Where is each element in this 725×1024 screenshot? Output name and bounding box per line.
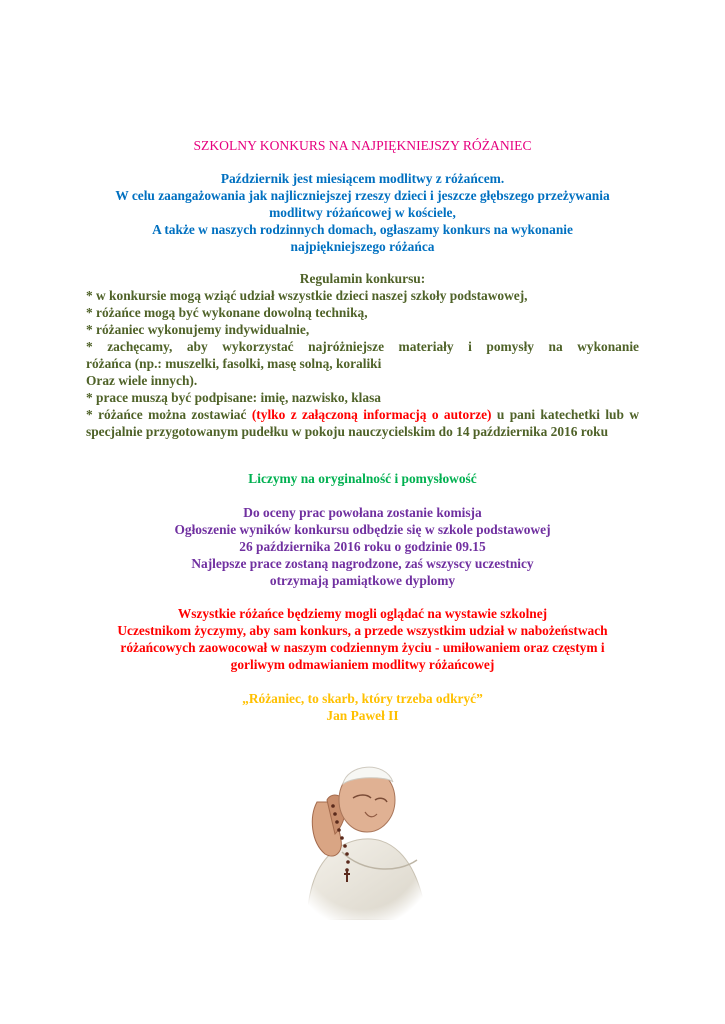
intro-section <box>86 170 639 255</box>
intro-line: Październik jest miesiącem modlitwy z różańcem. <box>220 171 505 186</box>
jury-line: Najlepsze prace zostaną nagrodzone, zaś wszyscy uczestnicy <box>191 556 534 571</box>
intro-line: W celu zaangażowania jak najliczniejszej rzeszy dzieci i jeszcze głębszego przeżywania <box>115 188 610 203</box>
rule-item: * zachęcamy, aby wykorzystać najróżniejsze materiały i pomysły na wykonanie <box>86 339 639 354</box>
rule-item-text: * różańce można zostawiać <box>86 407 252 422</box>
jury-line: 26 października 2016 roku o godzinie 09.15 <box>239 539 486 554</box>
quote-text: „Różaniec, to skarb, który trzeba odkryć” <box>242 691 483 706</box>
intro-line: modlitwy różańcowej w kościele, <box>269 205 456 220</box>
closing-line: Uczestnikom życzymy, aby sam konkurs, a przede wszystkim udział w nabożeństwach <box>117 623 608 638</box>
jury-line: otrzymają pamiątkowe dyplomy <box>269 573 456 588</box>
jury-section <box>86 504 639 589</box>
rule-item: * prace muszą być podpisane: imię, nazwisko, klasa <box>86 390 381 405</box>
cheer-line: Liczymy na oryginalność i pomysłowość <box>248 471 477 486</box>
jury-line: Do oceny prac powołana zostanie komisja <box>243 505 482 520</box>
quote-author: Jan Paweł II <box>326 708 399 723</box>
rules-heading: Regulamin konkursu: <box>299 271 426 286</box>
rule-item-continued: różańca (np.: muszelki, fasolki, masę solną, koraliki <box>86 356 382 371</box>
rule-item: * w konkursie mogą wziąć udział wszystkie dzieci naszej szkoły podstawowej, <box>86 288 528 303</box>
closing-line: gorliwym odmawianiem modlitwy różańcowej <box>230 657 495 672</box>
jury-line: Ogłoszenie wyników konkursu odbędzie się w szkole podstawowej <box>174 522 551 537</box>
rule-item <box>86 406 639 440</box>
praying-pope-photo <box>287 742 437 920</box>
rule-item-continued: Oraz wiele innych). <box>86 373 198 388</box>
rule-item-text: u pani katechetki lub w specjalnie przygotowanym pudełku w pokoju nauczycielskim do 14 października 2016 roku <box>86 407 639 439</box>
quote-section <box>86 690 639 724</box>
closing-line: różańcowych zaowocował w naszym codziennym życiu - umiłowaniem oraz częstym i <box>120 640 605 655</box>
page-title: SZKOLNY KONKURS NA NAJPIĘKNIEJSZY RÓŻANIEC <box>193 138 532 153</box>
rule-item: * różańce mogą być wykonane dowolną techniką, <box>86 305 368 320</box>
closing-line: Wszystkie różańce będziemy mogli oglądać na wystawie szkolnej <box>177 606 548 621</box>
intro-line: najpiękniejszego różańca <box>290 239 435 254</box>
rule-item: * różaniec wykonujemy indywidualnie, <box>86 322 310 337</box>
rules-section <box>86 270 639 440</box>
closing-section <box>86 605 639 673</box>
intro-line: A także w naszych rodzinnych domach, ogłaszamy konkurs na wykonanie <box>152 222 573 237</box>
rule-highlight: (tylko z załączoną informacją o autorze) <box>251 407 492 422</box>
